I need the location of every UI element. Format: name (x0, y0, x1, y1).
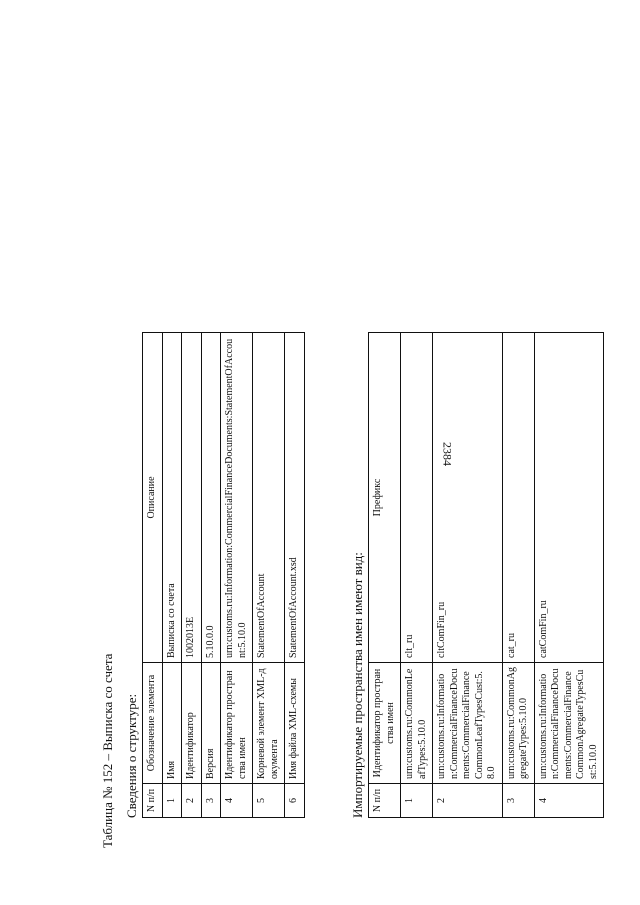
table-cell: Выписка со счета (162, 333, 182, 663)
table-cell: 3 (201, 784, 221, 818)
table-cell: Идентификатор (182, 663, 202, 784)
table-cell: catComFin_ru (534, 333, 604, 663)
table-title: Таблица № 152 – Выписка со счета (100, 653, 115, 848)
table-cell: 2 (433, 784, 503, 818)
table-row (502, 333, 534, 818)
table-row (534, 333, 604, 818)
table-cell: cltComFin_ru (433, 333, 503, 663)
table-cell: Имя (162, 663, 182, 784)
namespaces-heading: Импортируемые пространства имен имеют вид: (350, 552, 365, 818)
table-row (433, 333, 503, 818)
table-cell: 4 (221, 784, 253, 818)
table-cell: 1 (401, 784, 433, 818)
table-cell: 1 (162, 784, 182, 818)
table-cell: urn:customs.ru:CommonLeafTypes:5.10.0 (401, 663, 433, 784)
table-cell: Корневой элемент XML-документа (253, 663, 285, 784)
table-cell: StatementOfAccount.xsd (285, 333, 305, 663)
table-cell: StatementOfAccount (253, 333, 285, 663)
table-row (253, 333, 285, 818)
table-cell: 5.10.0.0 (201, 333, 221, 663)
table-cell: 3 (502, 784, 534, 818)
table-row (162, 333, 182, 818)
table-cell: 6 (285, 784, 305, 818)
table-header-row (143, 333, 163, 818)
table-cell: 2 (182, 784, 202, 818)
column-header: Обозначение элемента (143, 663, 163, 784)
table-cell: urn:customs.ru:Information:CommercialFinanceDocuments:CommercialFinanceCommonAgregateTypesCust:5.10.0 (534, 663, 604, 784)
column-header: N п/п (143, 784, 163, 818)
table-cell: Идентификатор пространства имен (221, 663, 253, 784)
page-number: 2384 (440, 442, 455, 466)
table-row (401, 333, 433, 818)
table-row (221, 333, 253, 818)
table-cell: 1002013Е (182, 333, 202, 663)
rotated-content (100, 48, 620, 848)
table-cell: Версия (201, 663, 221, 784)
structure-heading: Сведения о структуре: (124, 693, 139, 818)
table-header-row (369, 333, 401, 818)
column-header: Описание (143, 333, 163, 663)
column-header: N п/п (369, 784, 401, 818)
column-header: Идентификатор пространства имен (369, 663, 401, 784)
table-cell: 5 (253, 784, 285, 818)
table-cell: 4 (534, 784, 604, 818)
namespaces-table (368, 332, 604, 818)
table-cell: urn:customs.ru:CommonAggregateTypes:5.10.0 (502, 663, 534, 784)
structure-table (142, 332, 305, 818)
table-cell: urn:customs.ru:Information:CommercialFinanceDocuments:StatementOfAccount:5.10.0 (221, 333, 253, 663)
table-row (285, 333, 305, 818)
column-header: Префикс (369, 333, 401, 663)
table-cell: urn:customs.ru:Information:CommercialFinanceDocuments:CommercialFinanceCommonLeafTypesCust:5.8.0 (433, 663, 503, 784)
table-cell: Имя файла XML-схемы (285, 663, 305, 784)
table-row (182, 333, 202, 818)
table-cell: clt_ru (401, 333, 433, 663)
table-cell: cat_ru (502, 333, 534, 663)
table-row (201, 333, 221, 818)
